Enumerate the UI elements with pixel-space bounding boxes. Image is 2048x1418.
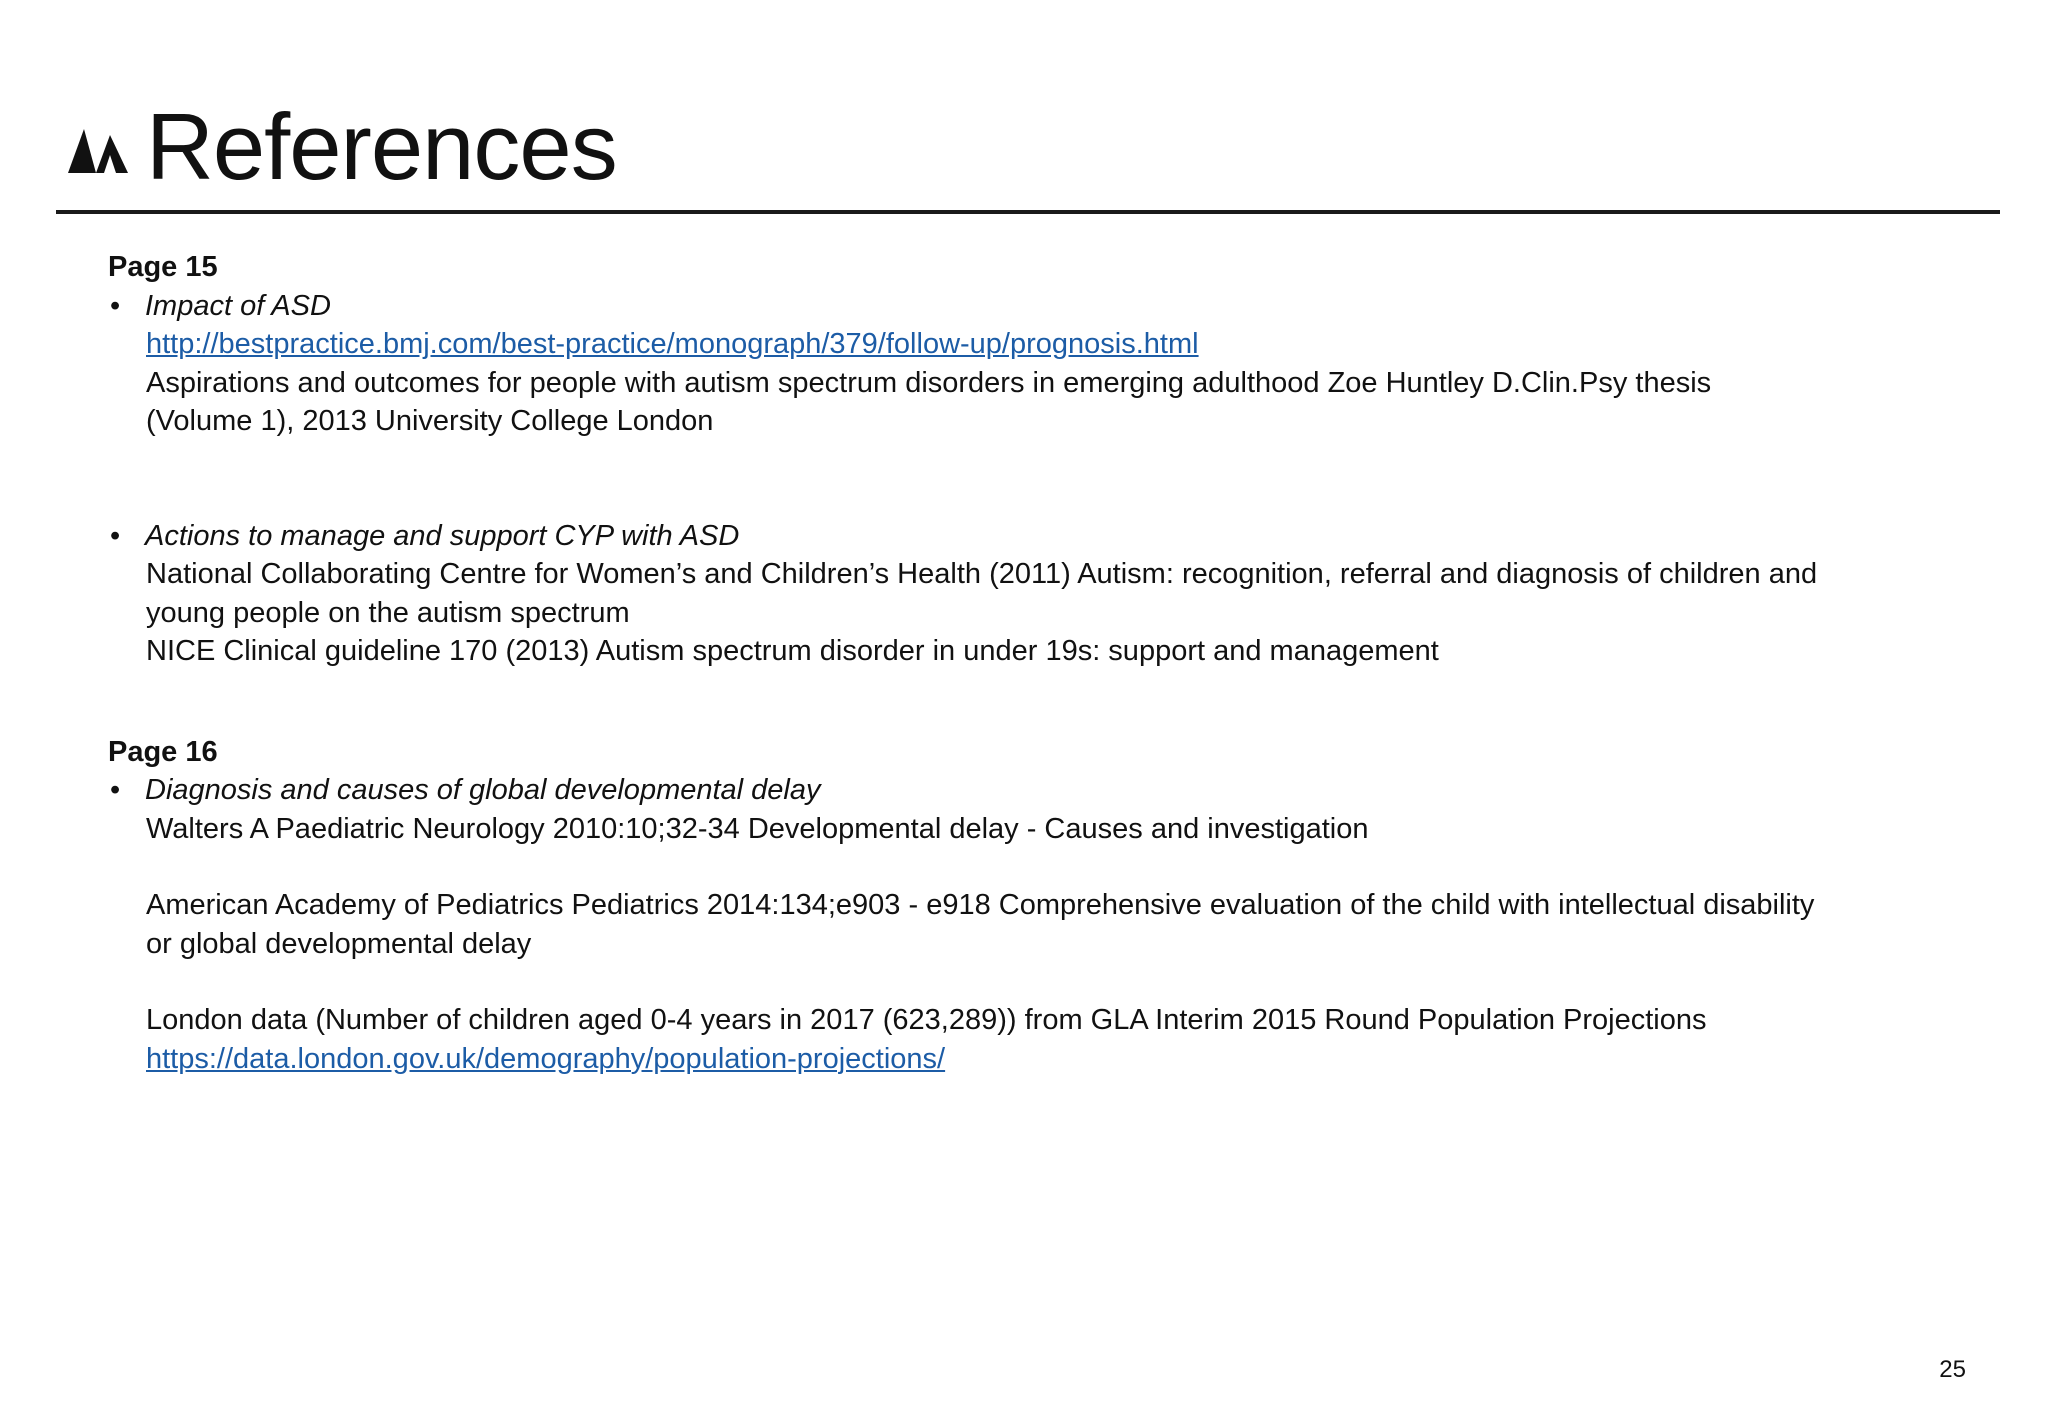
bullet-actions-cyp-asd: [108, 517, 1988, 556]
ref-ncc-wch-line2: young people on the autism spectrum: [146, 596, 630, 629]
logo-mark-icon: [66, 125, 132, 175]
ref-nice-cg170: NICE Clinical guideline 170 (2013) Autism spectrum disorder in under 19s: support and management: [146, 635, 1439, 667]
topic-actions-cyp-asd: Actions to manage and support CYP with ASD: [145, 519, 740, 552]
slide-header: [66, 92, 617, 202]
gla-population-projections-link[interactable]: https://data.london.gov.uk/demography/population-projections/: [146, 1042, 946, 1075]
page-16-heading: Page 16: [108, 735, 218, 768]
ref-huntley-thesis-line2: (Volume 1), 2013 University College London: [146, 405, 714, 437]
bullet-impact-of-asd: [108, 287, 1988, 326]
ref-aap-pediatrics-line1: American Academy of Pediatrics Pediatrics 2014:134;e903 - e918 Comprehensive evaluation of the child with intellectual disability: [146, 889, 1815, 921]
references-content: [108, 248, 1988, 1078]
topic-impact-of-asd: Impact of ASD: [145, 289, 331, 322]
bmj-prognosis-link[interactable]: http://bestpractice.bmj.com/best-practice/monograph/379/follow-up/prognosis.html: [146, 328, 1199, 360]
title-divider: [56, 210, 2000, 214]
ref-huntley-thesis-line1: Aspirations and outcomes for people with autism spectrum disorders in emerging adulthood Zoe Huntley D.Clin.Psy thesis: [146, 366, 1712, 399]
bullet-dot: •: [110, 519, 121, 552]
topic-global-developmental-delay: Diagnosis and causes of global developmental delay: [145, 774, 821, 806]
ref-ncc-wch-line1: National Collaborating Centre for Women’s and Children’s Health (2011) Autism: recognition, referral and diagnosis of children and: [146, 558, 1818, 590]
ref-aap-pediatrics-line2: or global developmental delay: [146, 927, 532, 960]
bullet-dot: •: [110, 774, 121, 806]
ref-walters-paediatric-neurology: Walters A Paediatric Neurology 2010:10;32-34 Developmental delay - Causes and investigation: [146, 812, 1369, 845]
ref-london-data: London data (Number of children aged 0-4 years in 2017 (623,289)) from GLA Interim 2015 Round Population Projections: [146, 1004, 1707, 1036]
page-title: References: [146, 94, 617, 199]
bullet-dot: •: [110, 289, 121, 322]
bullet-global-developmental-delay: [108, 771, 1988, 810]
page-15-heading: Page 15: [108, 251, 218, 283]
page-number: 25: [1939, 1356, 1966, 1383]
